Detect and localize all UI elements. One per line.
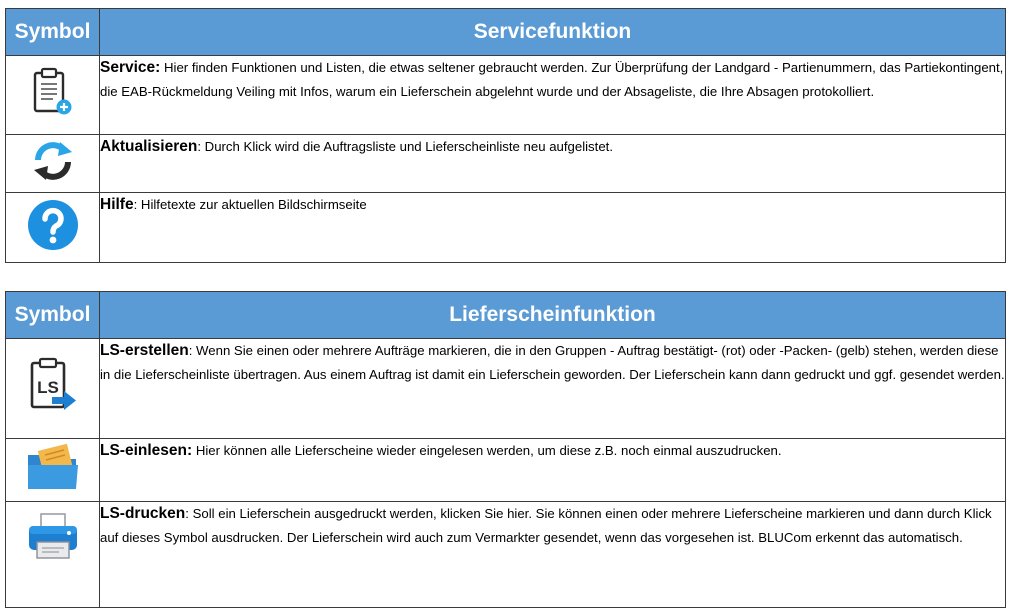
ls-import-text: Hier können alle Lieferscheine wieder eingelesen werden, um diese z.B. noch einmal auszudrucken.: [192, 443, 782, 458]
table-row: [6, 56, 1006, 135]
table-row: [6, 339, 1006, 439]
ls-import-icon-cell: [6, 439, 100, 502]
refresh-description: [100, 135, 1006, 193]
table-row: [6, 135, 1006, 193]
ls-print-text: : Soll ein Lieferschein ausgedruckt werden, klicken Sie hier. Sie können einen oder mehrere Lieferscheine markieren und dann durch Klick auf dieses Symbol ausdrucken. Der Lieferschein wird auch zum Vermarkter gesendet, wenn das vorgesehen ist. BLUCom erkennt das automatisch.: [100, 506, 992, 545]
service-icon-cell: [6, 56, 100, 135]
service-function-table: [5, 8, 1006, 263]
service-table-header: [6, 9, 1006, 56]
service-header-symbol: Symbol: [6, 9, 100, 56]
service-description: [100, 56, 1006, 135]
table-row: [6, 193, 1006, 263]
clipboard-plus-icon: [31, 67, 75, 119]
service-term: Service:: [100, 59, 161, 76]
table-row: [6, 439, 1006, 502]
help-icon: [27, 199, 79, 251]
ls-print-description: [100, 502, 1006, 608]
ls-print-term: LS-drucken: [100, 505, 186, 522]
delivery-header-symbol: Symbol: [6, 292, 100, 339]
help-text: : Hilfetexte zur aktuellen Bildschirmseite: [133, 197, 367, 212]
service-header-title: Servicefunktion: [100, 9, 1006, 56]
ls-export-icon: [28, 357, 78, 415]
table-row: [6, 502, 1006, 608]
help-term: Hilfe: [100, 196, 134, 213]
refresh-icon-cell: [6, 135, 100, 193]
ls-icon-text: LS: [36, 378, 59, 397]
refresh-term: Aktualisieren: [100, 138, 198, 155]
folder-open-icon: [26, 443, 80, 493]
ls-create-text: : Wenn Sie einen oder mehrere Aufträge markieren, die in den Gruppen - Auftrag bestätigt- (rot) oder -Packen- (gelb) stehen, werden diese in die Lieferscheinliste übertragen. Aus einem Auftrag ist damit ein Lieferschein geworden. Der Lieferschein kann dann gedruckt und ggf. gesendet werden.: [100, 343, 1005, 382]
delivery-table-header: [6, 292, 1006, 339]
ls-create-icon-cell: [6, 339, 100, 439]
service-text: Hier finden Funktionen und Listen, die etwas seltener gebraucht werden. Zur Überprüfung der Landgard - Partienummern, das Partiekontingent, die EAB-Rückmeldung Veiling mit Infos, warum ein Lieferschein abgelehnt wurde und der Absageliste, die Ihre Absagen protokolliert.: [100, 60, 1004, 99]
ls-create-description: [100, 339, 1006, 439]
ls-create-term: LS-erstellen: [100, 342, 189, 359]
printer-icon: [27, 512, 79, 560]
ls-print-icon-cell: [6, 502, 100, 608]
delivery-header-title: Lieferscheinfunktion: [100, 292, 1006, 339]
help-icon-cell: [6, 193, 100, 263]
refresh-text: : Durch Klick wird die Auftragsliste und Lieferscheinliste neu aufgelistet.: [197, 139, 613, 154]
refresh-icon: [30, 138, 76, 184]
ls-import-description: [100, 439, 1006, 502]
ls-import-term: LS-einlesen:: [100, 442, 193, 459]
help-description: [100, 193, 1006, 263]
delivery-note-function-table: [5, 291, 1006, 608]
